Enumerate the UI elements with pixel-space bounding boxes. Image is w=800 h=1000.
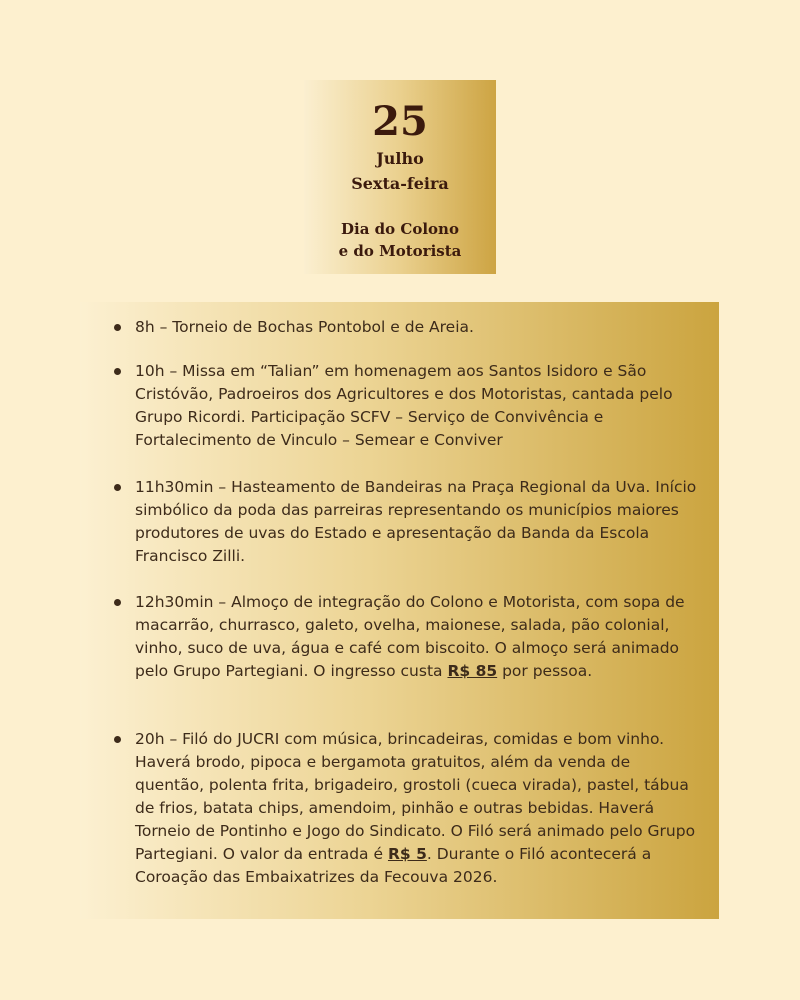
date-weekday: Sexta-feira xyxy=(351,174,449,193)
bullet-icon xyxy=(114,324,121,331)
date-card xyxy=(304,80,496,274)
schedule-item-text: 11h30min – Hasteamento de Bandeiras na Praça Regional da Uva. Início simbólico da poda das parreiras representando os municípios maiores produtores de uvas do Estado e apresentação da Banda da Escola Francisco Zilli. xyxy=(135,478,697,565)
schedule-item-text-part: 12h30min – Almoço de integração do Colono e Motorista, com sopa de macarrão, churrasco, galeto, ovelha, maionese, salada, pão colonial, vinho, suco de uva, água e café com biscoito. O almoço será animado pelo Grupo Partegiani. O ingresso custa xyxy=(135,593,685,680)
bullet-icon xyxy=(114,736,121,743)
bullet-icon xyxy=(114,368,121,375)
event-title-line1: Dia do Colono xyxy=(341,220,459,238)
schedule-item-12h30 xyxy=(114,591,704,683)
schedule-item-text: 10h – Missa em “Talian” em homenagem aos Santos Isidoro e São Cristóvão, Padroeiros dos Agricultores e dos Motoristas, cantada pelo Grupo Ricordi. Participação SCFV – Serviço de Convivência e Fortalecimento de Vinculo – Semear e Conviver xyxy=(135,362,673,449)
schedule-item-text xyxy=(135,591,704,683)
schedule-item-text-part: . Durante o Filó acontecerá a Coroação das Embaixatrizes da Fecouva 2026. xyxy=(135,845,652,886)
bullet-icon xyxy=(114,484,121,491)
bullet-icon xyxy=(114,599,121,606)
event-title xyxy=(304,218,496,262)
date-day: 25 xyxy=(372,98,428,145)
event-title-line2: e do Motorista xyxy=(338,242,462,260)
schedule-item-text xyxy=(135,728,704,889)
schedule-item-10h xyxy=(114,360,704,452)
date-month: Julho xyxy=(376,149,424,168)
schedule-item-20h xyxy=(114,728,704,889)
schedule-item-text-part: 20h – Filó do JUCRI com música, brincadeiras, comidas e bom vinho. Haverá brodo, pipoca e bergamota gratuitos, além da venda de quentão, polenta frita, brigadeiro, grostoli (cueca virada), pastel, tábua de frios, batata chips, amendoim, pinhão e outras bebidas. Haverá Torneio de Pontinho e Jogo do Sindicato. O Filó será animado pelo Grupo Partegiani. O valor da entrada é xyxy=(135,730,696,863)
price-text: R$ 5 xyxy=(387,845,427,863)
schedule-item-11h30 xyxy=(114,476,704,568)
schedule-item-text: 8h – Torneio de Bochas Pontobol e de Areia. xyxy=(135,318,474,336)
schedule-item-8h xyxy=(114,316,704,339)
schedule-panel xyxy=(80,302,719,919)
price-text: R$ 85 xyxy=(447,662,498,680)
schedule-item-text-part: por pessoa. xyxy=(497,662,593,680)
